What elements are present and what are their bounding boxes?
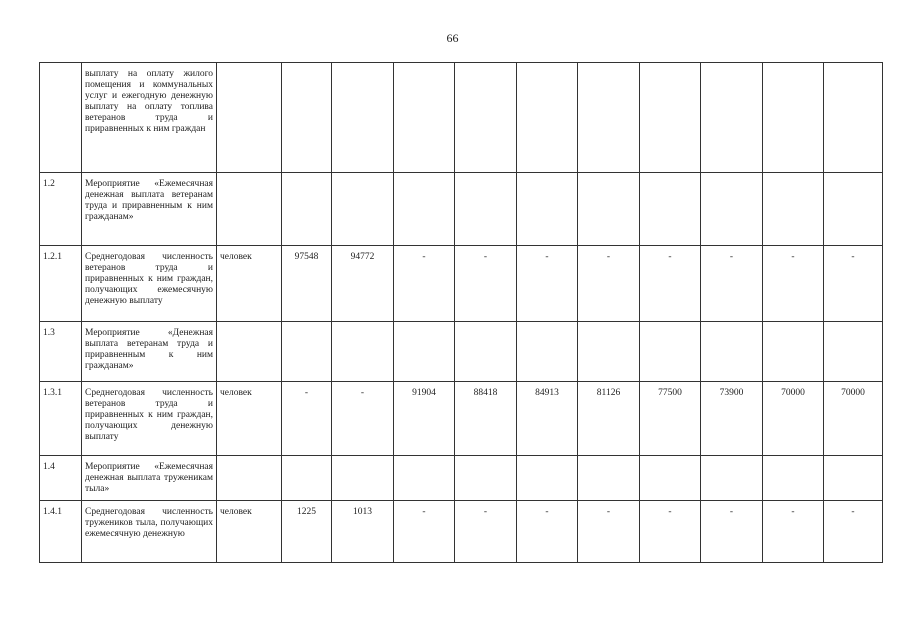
value-cell (701, 322, 763, 382)
table-row (40, 456, 883, 501)
value-cell (394, 173, 455, 246)
unit-cell (217, 173, 282, 246)
unit-cell: человек (217, 246, 282, 322)
value-cell (282, 63, 332, 173)
value-cell (824, 63, 883, 173)
value-cell (332, 173, 394, 246)
value-cell: - (282, 382, 332, 456)
value-cell: 97548 (282, 246, 332, 322)
value-cell (763, 322, 824, 382)
value-cell (824, 173, 883, 246)
value-cell: - (517, 246, 578, 322)
value-cell (824, 456, 883, 501)
value-cell: 88418 (455, 382, 517, 456)
value-cell: - (701, 501, 763, 563)
value-cell (640, 63, 701, 173)
value-cell (763, 456, 824, 501)
row-number-cell: 1.2.1 (40, 246, 82, 322)
indicator-name-cell: Среднегодовая численность тружеников тыла, получающих ежемесячную денежную (82, 501, 217, 563)
row-number-cell: 1.2 (40, 173, 82, 246)
unit-cell: человек (217, 382, 282, 456)
row-number-cell (40, 63, 82, 173)
value-cell: 70000 (824, 382, 883, 456)
value-cell (578, 456, 640, 501)
value-cell (824, 322, 883, 382)
value-cell (578, 63, 640, 173)
value-cell: - (763, 246, 824, 322)
data-table (39, 62, 883, 563)
value-cell: - (455, 246, 517, 322)
row-number-cell: 1.3.1 (40, 382, 82, 456)
value-cell (394, 456, 455, 501)
table-body (40, 63, 883, 563)
value-cell (701, 63, 763, 173)
value-cell: - (640, 246, 701, 322)
value-cell (578, 173, 640, 246)
value-cell: - (578, 246, 640, 322)
value-cell (701, 456, 763, 501)
table-row (40, 501, 883, 563)
value-cell (763, 63, 824, 173)
value-cell: - (517, 501, 578, 563)
value-cell: 1013 (332, 501, 394, 563)
unit-cell: человек (217, 501, 282, 563)
unit-cell (217, 456, 282, 501)
value-cell: - (824, 246, 883, 322)
value-cell: 77500 (640, 382, 701, 456)
value-cell (640, 322, 701, 382)
value-cell: - (701, 246, 763, 322)
value-cell (517, 63, 578, 173)
row-number-cell: 1.4.1 (40, 501, 82, 563)
indicator-name-cell: Мероприятие «Денежная выплата ветеранам труда и приравненным к ним гражданам» (82, 322, 217, 382)
page-number: 66 (446, 31, 459, 45)
value-cell (332, 63, 394, 173)
value-cell: 84913 (517, 382, 578, 456)
value-cell (332, 456, 394, 501)
value-cell: - (763, 501, 824, 563)
value-cell (332, 322, 394, 382)
value-cell: - (394, 501, 455, 563)
value-cell: - (824, 501, 883, 563)
value-cell (455, 456, 517, 501)
value-cell: 73900 (701, 382, 763, 456)
table-row (40, 173, 883, 246)
value-cell: 91904 (394, 382, 455, 456)
value-cell (640, 173, 701, 246)
value-cell: - (332, 382, 394, 456)
table-row (40, 246, 883, 322)
value-cell (282, 173, 332, 246)
value-cell: 70000 (763, 382, 824, 456)
value-cell: 81126 (578, 382, 640, 456)
row-number-cell: 1.3 (40, 322, 82, 382)
value-cell (517, 322, 578, 382)
unit-cell (217, 322, 282, 382)
value-cell: - (640, 501, 701, 563)
value-cell: - (578, 501, 640, 563)
value-cell (517, 456, 578, 501)
value-cell (701, 173, 763, 246)
value-cell (282, 456, 332, 501)
table-row (40, 322, 883, 382)
value-cell (394, 63, 455, 173)
unit-cell (217, 63, 282, 173)
value-cell (455, 63, 517, 173)
indicator-name-cell: Среднегодовая численность ветеранов труда и приравненных к ним граждан, получающих ежемесячную денежную выплату (82, 246, 217, 322)
value-cell (517, 173, 578, 246)
value-cell (763, 173, 824, 246)
indicator-name-cell: Мероприятие «Ежемесячная денежная выплата ветеранам труда и приравненным к ним гражданам» (82, 173, 217, 246)
value-cell (455, 322, 517, 382)
value-cell: 94772 (332, 246, 394, 322)
value-cell: - (394, 246, 455, 322)
indicator-name-cell: Мероприятие «Ежемесячная денежная выплата труженикам тыла» (82, 456, 217, 501)
table-row (40, 63, 883, 173)
value-cell (394, 322, 455, 382)
value-cell (578, 322, 640, 382)
value-cell (640, 456, 701, 501)
value-cell (455, 173, 517, 246)
row-number-cell: 1.4 (40, 456, 82, 501)
indicator-name-cell: Среднегодовая численность ветеранов труда и приравненных к ним граждан, получающих денежную выплату (82, 382, 217, 456)
indicator-name-cell: выплату на оплату жилого помещения и коммунальных услуг и ежегодную денежную выплату на оплату топлива ветеранов труда и приравненных к ним граждан (82, 63, 217, 173)
value-cell (282, 322, 332, 382)
value-cell: 1225 (282, 501, 332, 563)
value-cell: - (455, 501, 517, 563)
table-row (40, 382, 883, 456)
